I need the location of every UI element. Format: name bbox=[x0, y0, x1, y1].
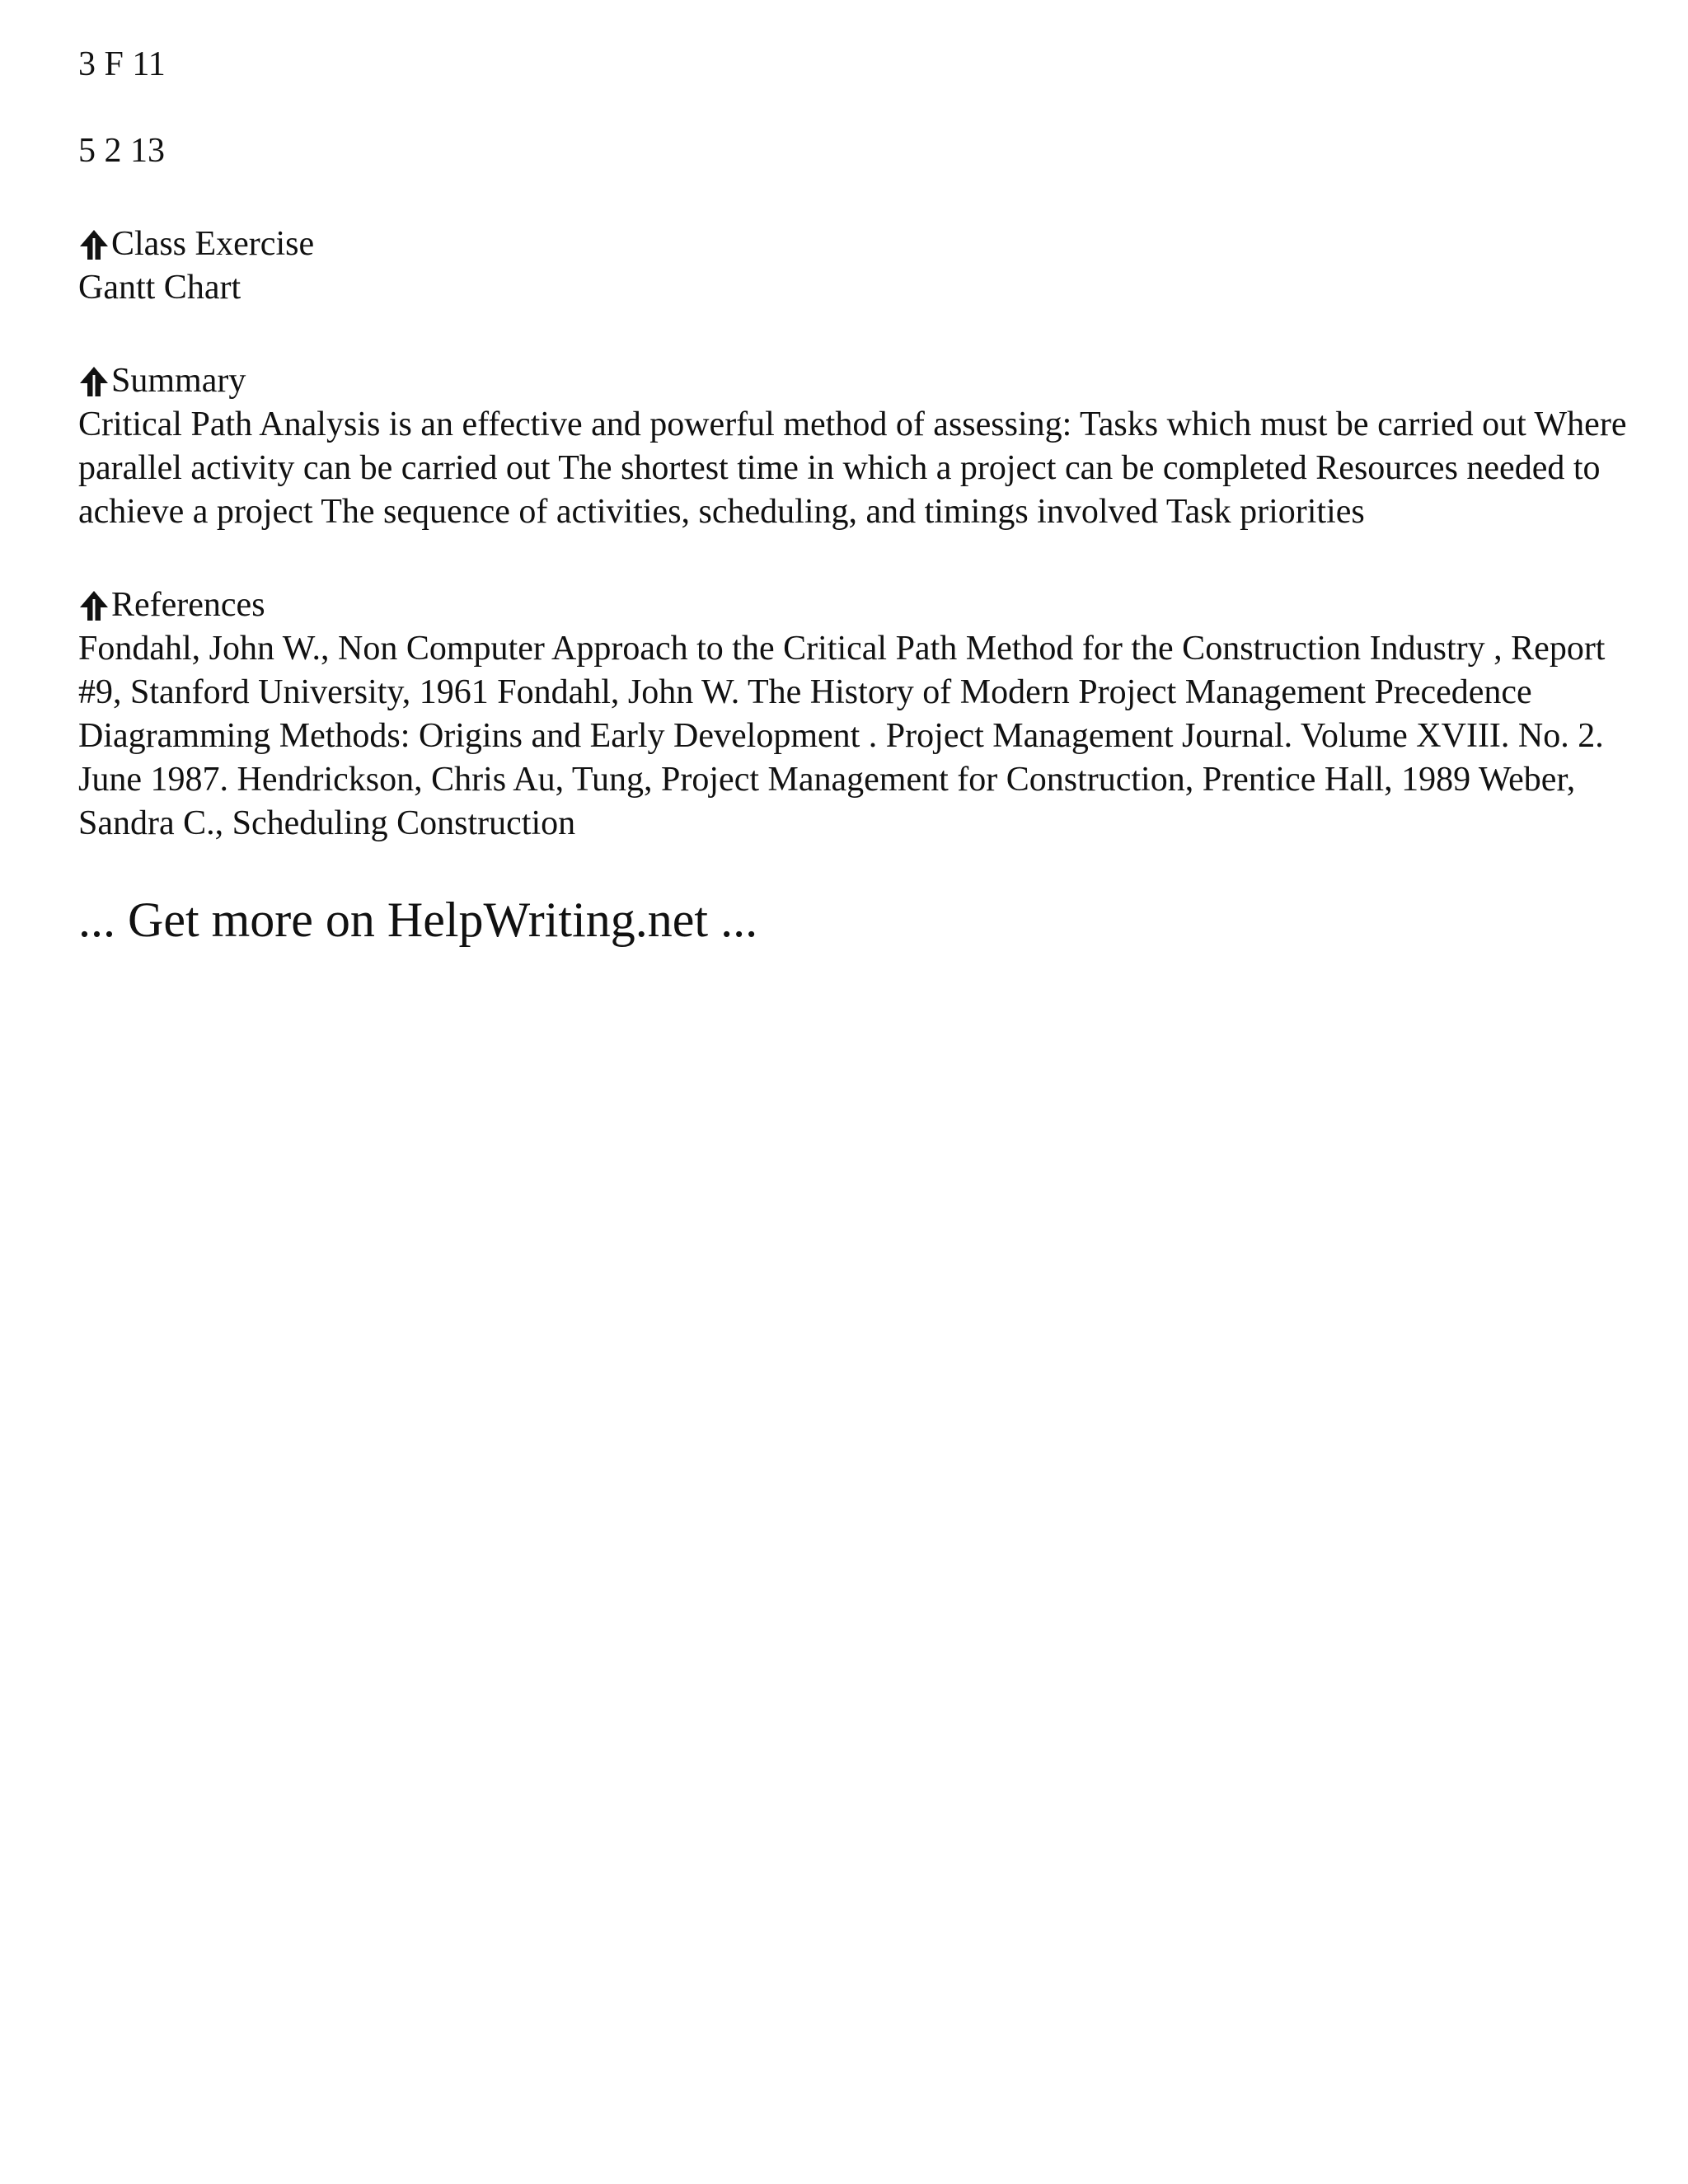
section-references bbox=[78, 583, 1628, 846]
section-heading-class-exercise: Class Exercise bbox=[111, 225, 315, 263]
text-line-2: 5 2 13 bbox=[78, 132, 165, 170]
section-heading-row bbox=[78, 583, 1628, 627]
section-heading-references: References bbox=[111, 586, 265, 624]
up-arrow-icon[interactable] bbox=[78, 589, 110, 622]
text-line-1: 3 F 11 bbox=[78, 45, 166, 83]
section-body-summary: Critical Path Analysis is an effective and powerful method of assessing: Tasks which must be carried out Where parallel activity can be carried out The shortest time in which a project can be completed Resources needed to achieve a project The sequence of activities, scheduling, and timings involved Task priorities bbox=[78, 405, 1627, 531]
section-heading-row bbox=[78, 223, 1628, 266]
footer-link[interactable]: ... Get more on HelpWriting.net ... bbox=[78, 893, 758, 947]
section-heading-summary: Summary bbox=[111, 362, 246, 400]
section-class-exercise bbox=[78, 223, 1628, 310]
up-arrow-icon[interactable] bbox=[78, 365, 110, 398]
section-summary bbox=[78, 359, 1628, 534]
section-body-class-exercise: Gantt Chart bbox=[78, 269, 241, 307]
up-arrow-icon[interactable] bbox=[78, 228, 110, 261]
section-body-references: Fondahl, John W., Non Computer Approach to the Critical Path Method for the Construction Industry , Report #9, Stanford University, 1961 Fondahl, John W. The History of Modern Project Management Precedence Diagramming Methods: Origins and Early Development . Project Management Journal. Volume XVIII. No. 2. June 1987. Hendrickson, Chris Au, Tung, Project Management for Construction, Prentice Hall, 1989 Weber, Sandra C., Scheduling Construction bbox=[78, 630, 1606, 842]
section-heading-row bbox=[78, 359, 1628, 403]
document-page bbox=[78, 43, 1628, 949]
